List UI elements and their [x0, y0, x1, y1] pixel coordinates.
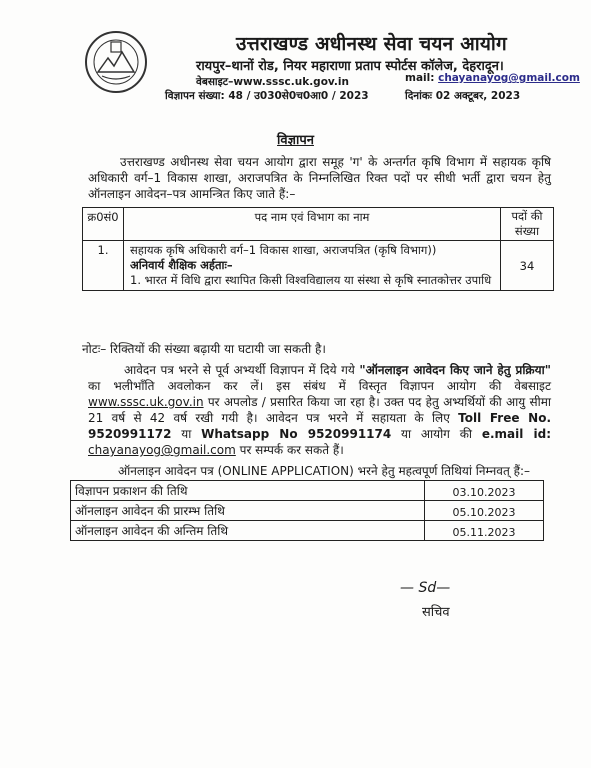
header-post-name: पद नाम एवं विभाग का नाम — [124, 208, 501, 241]
table-row — [71, 501, 544, 521]
header-email-link[interactable]: chayanayog@gmail.com — [438, 72, 580, 84]
date-label-cell: ऑनलाइन आवेदन की प्रारम्भ तिथि — [71, 501, 425, 521]
header-post-count: पदों की संख्या — [501, 208, 554, 241]
apply-paragraph — [88, 362, 551, 458]
date-label-cell: विज्ञापन प्रकाशन की तिथि — [71, 481, 425, 501]
notice-title: विज्ञापन — [277, 133, 314, 148]
date-line — [405, 89, 520, 103]
date-value-cell: 05.10.2023 — [425, 501, 544, 521]
date-label-cell: ऑनलाइन आवेदन की अन्तिम तिथि — [71, 521, 425, 541]
apply-text-5: पर सम्पर्क कर सकते हैं। — [239, 443, 344, 457]
mail-line — [405, 72, 580, 84]
table-row — [71, 481, 544, 501]
table-row — [83, 241, 554, 291]
apply-text-2: का भलीभाँति अवलोकन कर लें। इस संबंध में विस्तृत विज्ञापन आयोग की वेबसाइट — [88, 379, 551, 393]
date-label: दिनांकः — [405, 90, 433, 102]
important-dates-table — [70, 480, 544, 541]
row-post-details — [124, 241, 501, 291]
apply-text-4: या आयोग की — [401, 427, 473, 441]
table-row — [71, 521, 544, 541]
website-link-body[interactable]: www.sssc.uk.gov.in — [88, 395, 204, 409]
header-sn: क्र0सं0 — [83, 208, 124, 241]
whatsapp-number: Whatsapp No 9520991174 — [201, 427, 392, 441]
notice-date: 02 अक्टूबर, 2023 — [435, 90, 521, 102]
qualification-heading: अनिवार्य शैक्षिक अर्हताः– — [130, 258, 233, 272]
apply-process-heading: "ऑनलाइन आवेदन किए जाने हेतु प्रक्रिया" — [359, 363, 551, 377]
toll-free-number: Toll Free No. 9520991172 — [88, 411, 551, 441]
posts-table-header — [83, 208, 554, 241]
org-name: उत्तराखण्ड अधीनस्थ सेवा चयन आयोग — [236, 33, 507, 55]
date-value-cell: 05.11.2023 — [425, 521, 544, 541]
mail-label: mail: — [405, 72, 435, 84]
body-email-link[interactable]: chayanayog@gmail.com — [88, 443, 236, 457]
date-value-cell: 03.10.2023 — [425, 481, 544, 501]
note: नोटः– रिक्तियों की संख्या बढ़ायी या घटायी जा सकती है। — [82, 342, 326, 356]
post-name: सहायक कृषि अधिकारी वर्ग–1 विकास शाखा, अराजपत्रित (कृषि विभाग)) — [130, 243, 437, 257]
commission-seal-logo — [84, 30, 148, 94]
email-label: e.mail id: — [481, 427, 551, 441]
adv-number: 48 / उ030से0च0आ0 / 2023 — [228, 90, 369, 102]
posts-table — [82, 207, 554, 291]
adv-label: विज्ञापन संख्या: — [165, 90, 225, 102]
row-post-count: 34 — [501, 241, 554, 291]
intro-paragraph: उत्तराखण्ड अधीनस्थ सेवा चयन आयोग द्वारा समूह 'ग' के अन्तर्गत कृषि विभाग में सहायक कृषि अधिकारी वर्ग–1 विकास शाखा, अराजपत्रित के निम्नलिखित रिक्त पदों पर सीधी भर्ती द्वारा चयन हेतु ऑनलाइन आवेदन–पत्र आमन्त्रित किए जाते हैं:– — [88, 155, 551, 201]
website-line — [196, 75, 349, 89]
website-link[interactable]: www.sssc.uk.gov.in — [233, 76, 349, 88]
org-address: रायपुर–थानों रोड, नियर महाराणा प्रताप स्पोर्टस कॉलेज, देहरादून। — [196, 59, 504, 74]
qualification-item: 1. भारत में विधि द्वारा स्थापित किसी विश्वविद्यालय या संस्था से कृषि स्नातकोत्तर उपाधि — [130, 273, 492, 287]
dates-intro: ऑनलाइन आवेदन पत्र (ONLINE APPLICATION) भरने हेतु महत्वपूर्ण तिथियां निम्नवत् हैं:– — [118, 464, 531, 478]
apply-text-1: आवेदन पत्र भरने से पूर्व अभ्यर्थी विज्ञापन में दिये गये — [124, 363, 355, 377]
signatory-title: सचिव — [422, 605, 450, 620]
apply-or: या — [181, 427, 192, 441]
row-sn: 1. — [83, 241, 124, 291]
signature: — Sd— — [400, 580, 451, 596]
advertisement-number-line — [165, 89, 369, 103]
website-label: वेबसाइट– — [196, 76, 234, 88]
apply-text-3: पर अपलोड / प्रसारित किया जा रहा है। उक्त पद हेतु अभ्यर्थियों की आयु सीमा 21 वर्ष से 42 वर्ष रखी गयी है। आवेदन पत्र भरने में सहायता के लिए — [88, 395, 551, 425]
